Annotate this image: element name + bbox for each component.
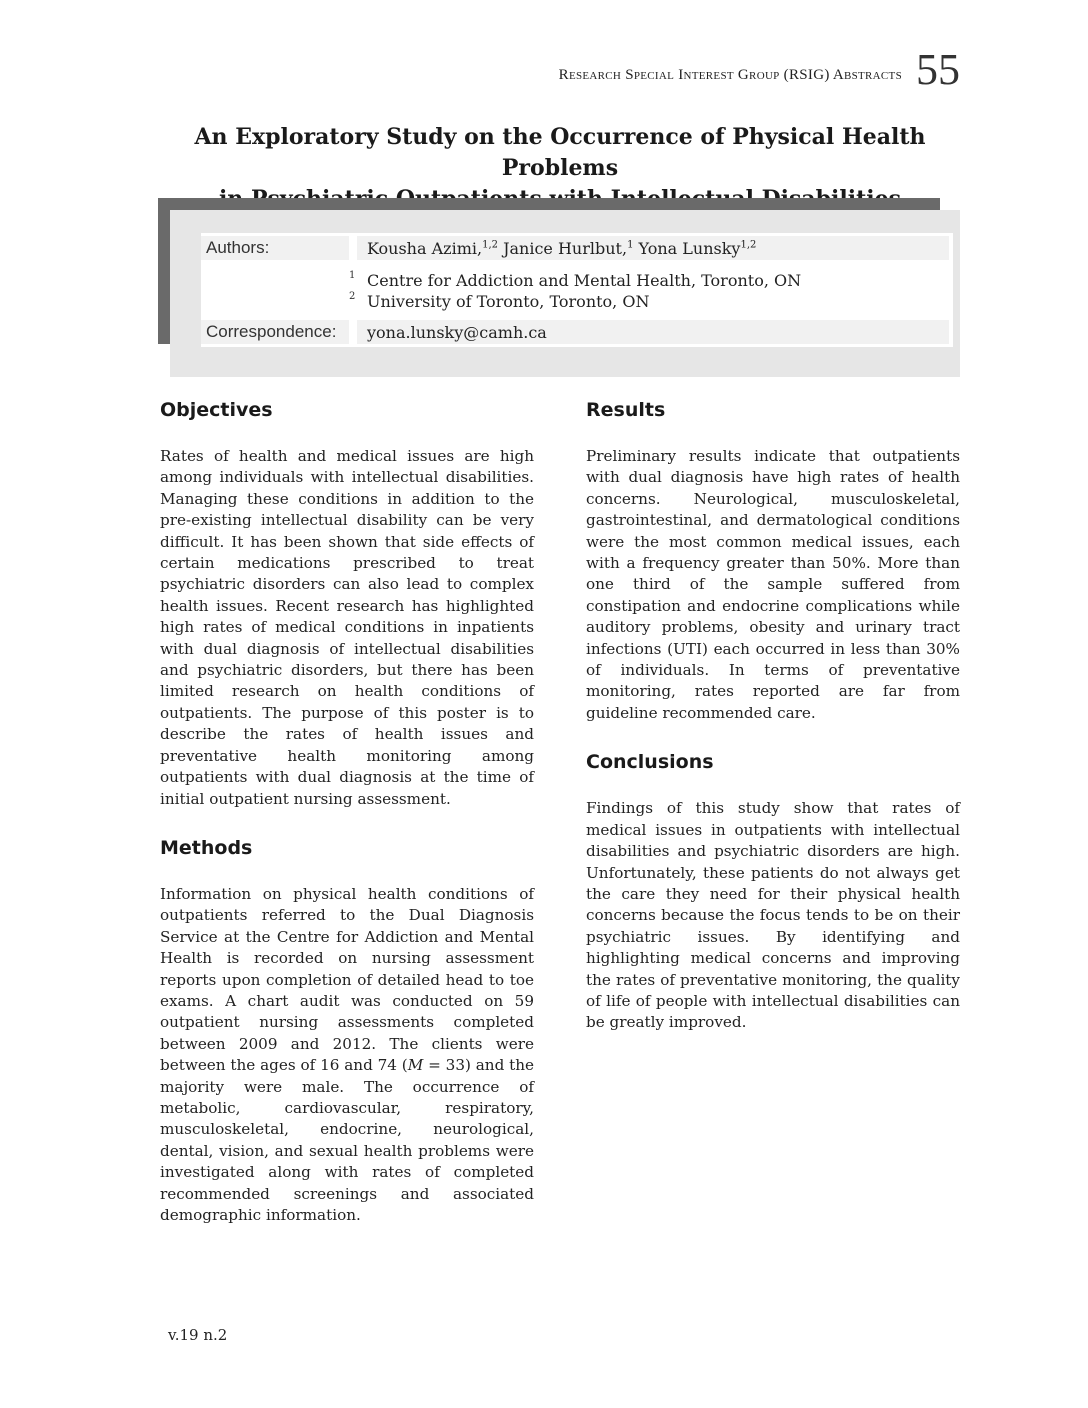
author-affiliation-marker: 1 (627, 239, 634, 251)
methods-body (160, 884, 534, 1227)
affiliation-number: 1 (349, 270, 356, 281)
authors-list (367, 239, 756, 258)
author-info-box (201, 233, 953, 347)
methods-body-mean-symbol: M (407, 1056, 424, 1075)
methods-body-part-2: = 33) and the majority were male. The occurrence of metabolic, cardiovascular, respiratory, musculoskeletal, endocrine, neurological, dental, vision, and sexual health problems were investigated along with rates of completed recommended screenings and associated demographic information. (160, 1056, 535, 1224)
running-head (558, 45, 960, 94)
author-affiliation-marker: 1,2 (482, 239, 498, 251)
conclusions-body: Findings of this study show that rates of medical issues in outpatients with intellectual disabilities and psychiatric disorders are high. Unfortunately, these patients do not always get the care they need for their physical health concerns because the focus tends to be on their psychiatric issues. By identifying and highlighting medical concerns and improving the rates of preventative monitoring, the quality of life of people with intellectual disabilities can be greatly improved. (586, 799, 960, 1032)
page-number: 55 (916, 45, 960, 94)
conclusions-heading: Conclusions (586, 751, 714, 774)
authors-label: Authors: (206, 238, 270, 257)
right-column (586, 396, 960, 1058)
results-heading: Results (586, 399, 666, 421)
methods-body-part-1: Information on physical health conditions of outpatients referred to the Dual Diagnosis Service at the Centre for Addiction and Mental Health is recorded on nursing assessment reports upon completion of detailed head to toe exams. A chart audit was conducted on 59 outpatient nursing assessments completed between 2009 and 2012. The clients were between the ages of 16 and 74 ( (160, 884, 534, 1075)
methods-heading: Methods (160, 836, 253, 859)
objectives-body: Rates of health and medical issues are high among individuals with intellectual disabilities. Managing these conditions in addition to the pre-existing intellectual disability can be very difficult. It has been shown that side effects of certain medications prescribed to treat psychiatric disorders can also lead to complex health issues. Recent research has highlighted high rates of medical conditions in inpatients with dual diagnosis of intellectual disabilities and psychiatric disorders, but there has been limited research on health conditions of outpatients. The purpose of this poster is to describe the rates of health issues and preventative health monitoring among outpatients with dual diagnosis at the time of initial outpatient nursing assessment. (160, 447, 534, 808)
affiliation-number: 2 (349, 291, 356, 302)
correspondence-email: yona.lunsky@camh.ca (367, 323, 547, 342)
author-affiliation-marker: 1,2 (740, 239, 757, 251)
article-title-line-1: An Exploratory Study on the Occurrence of Physical Health Problems (194, 124, 926, 181)
results-body: Preliminary results indicate that outpatients with dual diagnosis have high rates of health concerns. Neurological, musculoskeletal, gastrointestinal, and dermatological conditions were the most common medical issues, each with a frequency greater than 50%. More than one third of the sample suffered from constipation and endocrine complications while auditory problems, obesity and urinary tract infections (UTI) each occurred in less than 30% of individuals. In terms of preventative monitoring, rates reported are far from guideline recommended care. (586, 447, 960, 722)
issue-footer: v.19 n.2 (168, 1326, 228, 1344)
objectives-heading: Objectives (160, 399, 273, 421)
affiliation-text: University of Toronto, Toronto, ON (367, 292, 650, 311)
left-column (160, 396, 534, 1250)
affiliation-text: Centre for Addiction and Mental Health, Toronto, ON (367, 271, 802, 290)
running-head-title: Research Special Interest Group (RSIG) Abstracts (558, 67, 902, 83)
correspondence-label: Correspondence: (206, 322, 337, 341)
author-name: Kousha Azimi, (367, 239, 483, 258)
author-name: Janice Hurlbut, (503, 239, 628, 258)
author-name: Yona Lunsky (638, 239, 741, 258)
